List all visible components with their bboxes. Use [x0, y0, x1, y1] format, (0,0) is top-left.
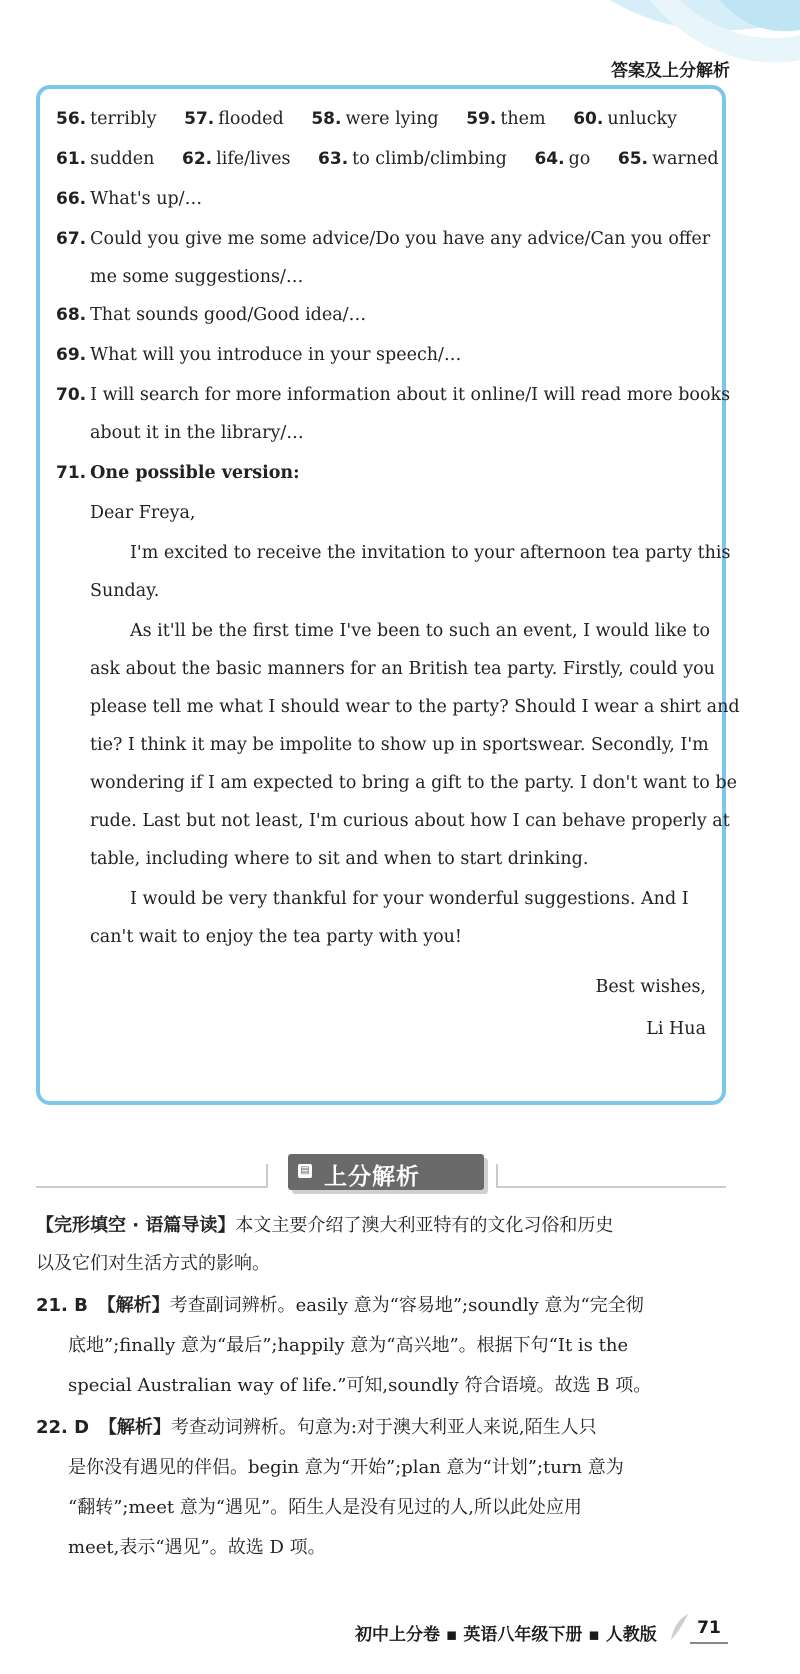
analysis-21-line: special Australian way of life.”可知,soundly 符合语境。故选 B 项。 [68, 1375, 652, 1396]
answer-69: 69. What will you introduce in your speech/… [56, 345, 462, 365]
footer-title: 初中上分卷 ▪ 英语八年级下册 ▪ 人教版 [355, 1625, 657, 1645]
letter-line: I would be very thankful for your wonderful suggestions. And I [130, 889, 689, 909]
letter-line: please tell me what I should wear to the party? Should I wear a shirt and [90, 697, 740, 717]
letter-line: can't wait to enjoy the tea party with you! [90, 927, 462, 947]
header-title: 答案及上分解析 [611, 61, 730, 81]
analysis-22-line: 是你没有遇见的伴侣。begin 意为“开始”;plan 意为“计划”;turn 意为 [68, 1457, 624, 1478]
divider [266, 1164, 268, 1188]
answer-67: 67. Could you give me some advice/Do you have any advice/Can you offer [56, 229, 711, 249]
page-number: 71 [690, 1614, 728, 1644]
answer-67-cont: me some suggestions/… [90, 267, 304, 287]
section-badge [288, 1154, 484, 1190]
answer-70-cont: about it in the library/… [90, 423, 304, 443]
letter-line: wondering if I am expected to bring a gift to the party. I don't want to be [90, 773, 737, 793]
divider [36, 1186, 266, 1188]
analysis-21-line: 底地”;finally 意为“最后”;happily 意为“高兴地”。根据下句“It is the [68, 1335, 629, 1356]
answer-66: 66. What's up/… [56, 189, 203, 209]
letter-signature: Li Hua [646, 1019, 706, 1039]
letter-greeting: Dear Freya, [90, 503, 196, 523]
letter-closing: Best wishes, [595, 977, 706, 997]
letter-line: As it'll be the first time I've been to such an event, I would like to [130, 621, 710, 641]
letter-line: rude. Last but not least, I'm curious about how I can behave properly at [90, 811, 730, 831]
letter-line: ask about the basic manners for an British tea party. Firstly, could you [90, 659, 715, 679]
letter-line: Sunday. [90, 581, 160, 601]
answer-row-61-65: 61. sudden 62. life/lives 63. to climb/climbing 64. go 65. warned [56, 149, 719, 169]
analysis-intro-cont: 以及它们对生活方式的影响。 [36, 1253, 270, 1274]
analysis-21: 21. B 【解析】考查副词辨析。easily 意为“容易地”;soundly 意为“完全彻 [36, 1295, 644, 1316]
analysis-22-line: “翻转”;meet 意为“遇见”。陌生人是没有见过的人,所以此处应用 [68, 1497, 582, 1518]
divider [496, 1164, 498, 1188]
section-title: 上分解析 [324, 1164, 420, 1190]
analysis-22: 22. D 【解析】考查动词辨析。句意为:对于澳大利亚人来说,陌生人只 [36, 1417, 597, 1438]
answer-box [36, 85, 740, 1105]
analysis-intro: 【完形填空 · 语篇导读】本文主要介绍了澳大利亚特有的文化习俗和历史 [36, 1215, 614, 1236]
letter-line: I'm excited to receive the invitation to your afternoon tea party this [130, 543, 731, 563]
answer-row-56-60: 56. terribly 57. flooded 58. were lying 59. them 60. unlucky [56, 109, 678, 129]
answer-68: 68. That sounds good/Good idea/… [56, 305, 367, 325]
divider [496, 1186, 726, 1188]
letter-line: table, including where to sit and when to start drinking. [90, 849, 589, 869]
answer-70: 70. I will search for more information about it online/I will read more books [56, 385, 731, 405]
analysis-22-line: meet,表示“遇见”。故选 D 项。 [68, 1537, 326, 1558]
leaf-icon [668, 1612, 690, 1642]
section-header [36, 1150, 726, 1200]
answer-71: 71. One possible version: [56, 463, 300, 483]
letter-line: tie? I think it may be impolite to show up in sportswear. Secondly, I'm [90, 735, 709, 755]
book-icon: ▤ [298, 1164, 312, 1178]
